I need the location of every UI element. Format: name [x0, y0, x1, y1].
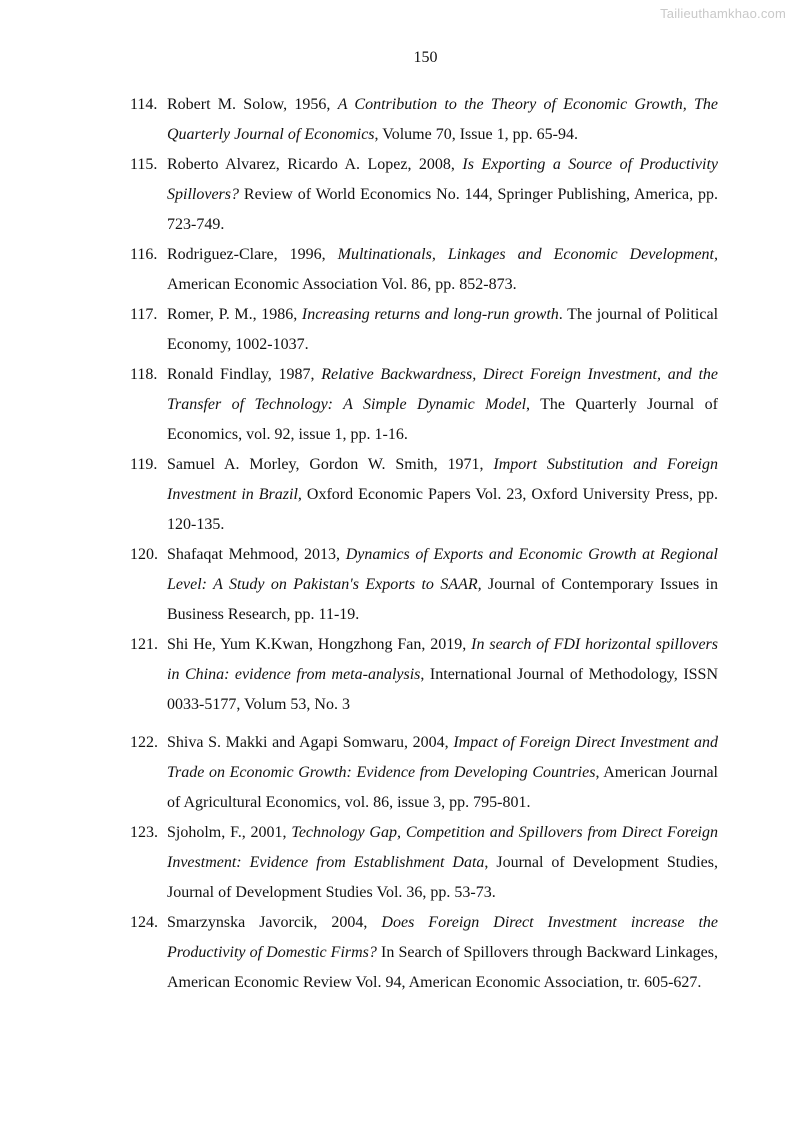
reference-authors: Smarzynska Javorcik, 2004, — [167, 914, 382, 931]
reference-title: Multinationals, Linkages and Economic Development, — [337, 246, 718, 263]
reference-item — [130, 450, 718, 540]
reference-source: Oxford Economic Papers Vol. 23, Oxford University Press, pp. 120-135. — [167, 486, 718, 533]
reference-number: 122. — [130, 734, 158, 751]
reference-title: Does Foreign Direct Investment increase the Productivity of Domestic Firms? — [167, 914, 719, 961]
reference-title: Dynamics of Exports and Economic Growth at Regional Level: A Study on Pakistan's Exports to SAAR, — [167, 546, 718, 593]
reference-source: , The Quarterly Journal of Economics, vol. 92, issue 1, pp. 1-16. — [167, 396, 718, 443]
reference-title: Impact of Foreign Direct Investment and Trade on Economic Growth: Evidence from Developing Countries — [167, 734, 718, 781]
reference-authors: Samuel A. Morley, Gordon W. Smith, 1971, — [167, 456, 494, 473]
reference-source: Journal of Contemporary Issues in Business Research, pp. 11-19. — [167, 576, 718, 623]
page-number: 150 — [413, 49, 438, 66]
reference-item — [130, 90, 718, 150]
reference-title: Relative Backwardness, Direct Foreign Investment, and the Transfer of Technology: A Simple Dynamic Model — [167, 366, 718, 413]
reference-number: 120. — [130, 546, 158, 563]
reference-number: 119. — [130, 456, 158, 473]
reference-text — [167, 300, 718, 360]
reference-number: 117. — [130, 306, 158, 323]
reference-item — [130, 300, 718, 360]
reference-title: Increasing returns and long-run growth — [301, 306, 559, 323]
reference-number: 121. — [130, 636, 158, 653]
reference-text — [167, 818, 718, 908]
reference-source: , Volume 70, Issue 1, pp. 65-94. — [374, 126, 578, 143]
reference-title: Technology Gap, Competition and Spillovers from Direct Foreign Investment: Evidence from Establishment Data — [167, 824, 718, 871]
reference-source: , Journal of Development Studies, Journal of Development Studies Vol. 36, pp. 53-73. — [167, 854, 718, 901]
reference-number: 124. — [130, 914, 158, 931]
reference-number: 116. — [130, 246, 158, 263]
reference-title: In search of FDI horizontal spillovers in China: evidence from meta-analysis — [167, 636, 719, 683]
reference-item — [130, 540, 718, 630]
reference-item — [130, 150, 718, 240]
reference-number: 114. — [130, 96, 158, 113]
reference-authors: Shafaqat Mehmood, 2013, — [167, 546, 346, 563]
reference-source: , American Journal of Agricultural Economics, vol. 86, issue 3, pp. 795-801. — [167, 764, 718, 811]
reference-item — [130, 360, 718, 450]
reference-item — [130, 630, 718, 720]
reference-text — [167, 240, 718, 300]
reference-text — [167, 728, 718, 818]
reference-number: 115. — [130, 156, 158, 173]
watermark: Tailieuthamkhao.com — [660, 6, 786, 21]
reference-authors: Robert M. Solow, 1956, — [167, 96, 338, 113]
reference-item — [130, 728, 718, 818]
reference-number: 123. — [130, 824, 158, 841]
reference-source: . The journal of Political Economy, 1002-1037. — [167, 306, 719, 353]
reference-list — [130, 90, 718, 998]
reference-text — [167, 360, 718, 450]
reference-authors: Sjoholm, F., 2001, — [167, 824, 292, 841]
reference-text — [167, 908, 718, 998]
reference-authors: Romer, P. M., 1986, — [167, 306, 302, 323]
reference-source: , International Journal of Methodology, ISSN 0033-5177, Volum 53, No. 3 — [167, 666, 718, 713]
reference-title: A Contribution to the Theory of Economic Growth, The Quarterly Journal of Economics — [167, 96, 718, 143]
reference-title: Import Substitution and Foreign Investment in Brazil, — [167, 456, 719, 503]
reference-authors: Shi He, Yum K.Kwan, Hongzhong Fan, 2019, — [167, 636, 472, 653]
reference-source: In Search of Spillovers through Backward Linkages, American Economic Review Vol. 94, American Economic Association, tr. 605-627. — [167, 944, 719, 991]
reference-number: 118. — [130, 366, 158, 383]
reference-title: Is Exporting a Source of Productivity Spillovers? — [167, 156, 719, 203]
reference-source: Review of World Economics No. 144, Springer Publishing, America, pp. 723-749. — [167, 186, 718, 233]
reference-text — [167, 450, 718, 540]
reference-authors: Roberto Alvarez, Ricardo A. Lopez, 2008, — [167, 156, 463, 173]
reference-item — [130, 908, 718, 998]
reference-text — [167, 630, 718, 720]
reference-authors: Shiva S. Makki and Agapi Somwaru, 2004, — [167, 734, 454, 751]
reference-text — [167, 150, 718, 240]
reference-authors: Rodriguez-Clare, 1996, — [167, 246, 338, 263]
reference-item — [130, 240, 718, 300]
reference-text — [167, 90, 718, 150]
reference-source: American Economic Association Vol. 86, pp. 852-873. — [167, 276, 517, 293]
reference-text — [167, 540, 718, 630]
reference-item — [130, 818, 718, 908]
reference-authors: Ronald Findlay, 1987, — [167, 366, 322, 383]
